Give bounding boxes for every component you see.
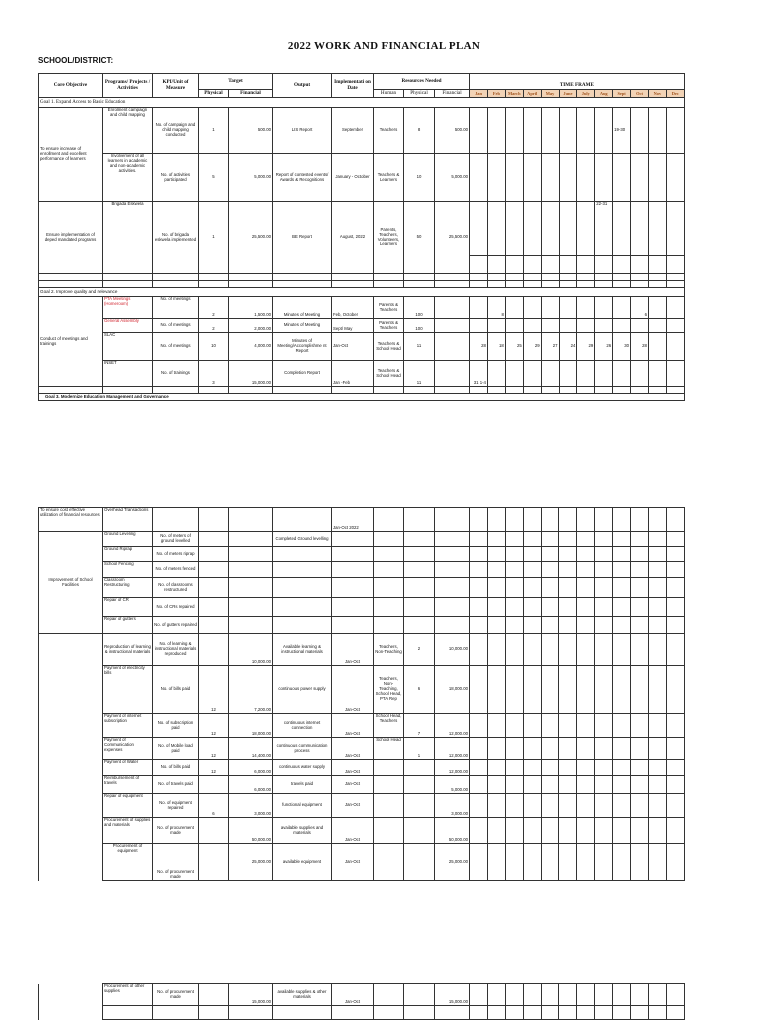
table-row — [39, 776, 685, 794]
human-cell: Teachers & School Head — [374, 361, 404, 387]
program-cell: SLAC — [103, 333, 153, 361]
kpi-cell: No. of Mobile load paid — [153, 738, 199, 760]
resource-physical-cell: 8 — [404, 108, 435, 154]
timeframe-may-cell: 27 — [541, 333, 559, 361]
human-cell: Parents & Teachers — [374, 297, 404, 319]
program-cell: INSET — [103, 361, 153, 387]
kpi-cell: No. of trainings — [153, 361, 199, 387]
output-cell: available supplies and materials — [273, 818, 332, 844]
table-row — [39, 333, 685, 361]
physical-cell: 1 — [199, 108, 229, 154]
page-title: 2022 WORK AND FINANCIAL PLAN — [287, 40, 481, 52]
timeframe-aug-cell: 22-31 — [595, 202, 613, 256]
output-cell: LIS Report — [273, 108, 332, 154]
program-cell: Procurement of other supplies — [103, 984, 153, 1006]
human-cell: Teachers & Learners — [374, 154, 404, 202]
physical-cell: 10 — [199, 333, 229, 361]
kpi-cell: No. of meetings — [153, 319, 199, 333]
resource-financial-cell: 12,000.00 — [435, 714, 470, 738]
kpi-cell: No. of meters riprap — [153, 547, 199, 562]
human-cell: School Head, Teachers — [374, 714, 404, 738]
objective-cell: Conduct of meetings and trainings — [39, 297, 103, 387]
program-cell: General Assembly — [103, 319, 153, 333]
goal-1-heading: Goal 1. Expand Access to Basic Education — [39, 98, 685, 108]
date-cell: Jan-Oct — [332, 818, 374, 844]
header-kpi: KPI/Unit of Measure — [153, 74, 199, 98]
financial-cell: 10,000.00 — [229, 634, 273, 666]
table-row — [39, 818, 685, 844]
date-cell: Jan -Feb — [332, 361, 374, 387]
header-implementation-date: Implementati on Date — [332, 74, 374, 98]
resource-financial-cell: 15,000.00 — [435, 984, 470, 1006]
timeframe-jul-cell: 29 — [577, 333, 595, 361]
financial-cell: 15,000.00 — [229, 361, 273, 387]
timeframe-oct-cell: 28 — [631, 333, 649, 361]
work-plan-table-2 — [38, 507, 685, 881]
date-cell: Sept/ May — [332, 319, 374, 333]
table-row — [39, 319, 685, 333]
month-nov: Nov — [648, 90, 666, 98]
timeframe-feb-cell: 8 — [487, 297, 505, 319]
work-plan-table-3 — [38, 983, 685, 1020]
output-cell: BE Report — [273, 202, 332, 274]
program-cell: Procurement of equipment — [103, 844, 153, 881]
kpi-cell: No. of procurement made — [153, 844, 199, 881]
header-time-frame: TIME FRAME — [470, 74, 685, 90]
date-cell: Jan-Oct — [332, 714, 374, 738]
table-row — [39, 738, 685, 760]
kpi-cell: No. of campaign and child mapping conducted — [153, 108, 199, 154]
table-row — [39, 666, 685, 714]
date-cell: Jan-Oct — [332, 760, 374, 776]
financial-cell: 25,000.00 — [229, 844, 273, 881]
kpi-cell: No. of procurement made — [153, 984, 199, 1006]
table-row — [39, 154, 685, 202]
physical-cell: 6 — [199, 794, 229, 818]
date-cell: January - October — [332, 154, 374, 202]
table-row — [39, 634, 685, 666]
output-cell: continuous power supply — [273, 666, 332, 714]
financial-cell: 1,500.00 — [229, 297, 273, 319]
objective-cell: Ensure implementation of deped mandated programs — [39, 202, 103, 274]
program-cell: Payment of internet subscription — [103, 714, 153, 738]
timeframe-jan-cell: 31 1-4 — [470, 361, 488, 387]
timeframe-feb-cell: 18 — [487, 333, 505, 361]
financial-cell: 4,000.00 — [229, 333, 273, 361]
physical-cell: 3 — [199, 361, 229, 387]
month-oct: Oct — [631, 90, 649, 98]
table-row — [39, 598, 685, 617]
header-output: Output — [273, 74, 332, 98]
month-may: May — [541, 90, 559, 98]
resource-physical-cell: 50 — [404, 202, 435, 274]
kpi-cell: No. of travels paid — [153, 776, 199, 794]
resource-financial-cell: 12,000.00 — [435, 738, 470, 760]
month-sep: Sept — [613, 90, 631, 98]
resource-physical-cell: 1 — [404, 738, 435, 760]
date-cell: September — [332, 108, 374, 154]
program-cell: School Fencing — [103, 562, 153, 578]
financial-cell: 18,000.00 — [229, 714, 273, 738]
kpi-cell: No. of meters fenced — [153, 562, 199, 578]
output-cell: Minutes of Meeting — [273, 297, 332, 319]
resource-financial-cell: 10,000.00 — [435, 634, 470, 666]
timeframe-oct-cell: 6 — [631, 297, 649, 319]
kpi-cell: No. of meters of ground levelled — [153, 532, 199, 547]
header-target-physical: Physical — [199, 90, 229, 98]
table-row — [39, 562, 685, 578]
physical-cell: 5 — [199, 154, 229, 202]
program-cell: Ground Riprap — [103, 547, 153, 562]
human-cell: Parents & Teachers — [374, 319, 404, 333]
date-cell: Jan-Oct — [332, 634, 374, 666]
program-cell: Enrolment campaign and child mapping — [103, 108, 153, 154]
table-row — [39, 714, 685, 738]
resource-financial-cell: 25,000.00 — [435, 844, 470, 881]
kpi-cell: No. of learning & instructional materials reproduced — [153, 634, 199, 666]
program-cell: PTA Meetings (Homeroom) — [103, 297, 153, 319]
header-resource-financial: Financial — [435, 90, 470, 98]
resource-financial-cell: 12,000.00 — [435, 760, 470, 776]
financial-cell: 14,400.00 — [229, 738, 273, 760]
header-target-financial: Financial — [229, 90, 273, 98]
output-cell: Completed Ground levelling — [273, 532, 332, 547]
table-row — [39, 202, 685, 256]
program-cell: Procurement of supplies and materials — [103, 818, 153, 844]
financial-cell: 25,500.00 — [229, 202, 273, 274]
table-row — [39, 297, 685, 319]
physical-cell: 2 — [199, 297, 229, 319]
timeframe-sep-cell: 30 — [613, 333, 631, 361]
kpi-cell: No. of bills paid — [153, 760, 199, 776]
program-cell: Ground Leveling — [103, 532, 153, 547]
timeframe-apr-cell: 29 — [523, 333, 541, 361]
output-cell: Completion Report — [273, 361, 332, 387]
timeframe-jun-cell: 24 — [559, 333, 577, 361]
financial-cell: 6,000.00 — [229, 760, 273, 776]
resource-physical-cell: 11 — [404, 333, 435, 361]
timeframe-jan-cell: 28 — [470, 333, 488, 361]
program-cell: Involvement of all learners in academic and non-academic activities. — [103, 154, 153, 202]
financial-cell: 500.00 — [229, 108, 273, 154]
month-feb: Feb — [487, 90, 505, 98]
table-row — [39, 108, 685, 154]
financial-cell: 6,000.00 — [229, 776, 273, 794]
table-row — [39, 617, 685, 634]
kpi-cell: No. of activities participated — [153, 154, 199, 202]
month-apr: April — [523, 90, 541, 98]
program-cell: Reproduction of learning & instructional materials — [103, 634, 153, 666]
header-resource-human: Human — [374, 90, 404, 98]
month-mar: March — [505, 90, 523, 98]
resource-physical-cell: 100 — [404, 319, 435, 333]
human-cell: Teachers — [374, 108, 404, 154]
resource-financial-cell: 50,000.00 — [435, 818, 470, 844]
date-cell: Jan-Oct 2022 — [332, 508, 374, 532]
goal-2-heading: Goal 2. Improve quality and relevance — [39, 288, 685, 297]
human-cell: Teachers, Non-Teaching, School Head, PTA Rep — [374, 666, 404, 714]
human-cell: Parents, Teachers, Volunteers, Learners — [374, 202, 404, 274]
header-resources-needed: Resources Needed — [374, 74, 470, 90]
school-district-label: SCHOOL/DISTRICT: — [38, 56, 114, 65]
table-row — [39, 984, 685, 1006]
human-cell: Teachers & School Head — [374, 333, 404, 361]
kpi-cell: No. of meetings — [153, 333, 199, 361]
objective-cell: To ensure cost effective utilization of financial resources — [39, 508, 103, 532]
program-cell: Repair of gutters — [103, 617, 153, 634]
physical-cell: 2 — [199, 319, 229, 333]
kpi-cell: No. of CRs repaired — [153, 598, 199, 617]
kpi-cell: No. of brigada eskwela implemented — [153, 202, 199, 274]
resource-physical-cell: 100 — [404, 297, 435, 319]
output-cell: Minutes of Meeting — [273, 319, 332, 333]
date-cell: Jan-Oct — [332, 333, 374, 361]
table-row — [39, 760, 685, 776]
objective-cell: Improvement of School Facilities — [39, 532, 103, 634]
date-cell: Jan-Oct — [332, 984, 374, 1006]
date-cell: Jan-Oct — [332, 794, 374, 818]
resource-financial-cell: 18,000.00 — [435, 666, 470, 714]
table-row — [39, 508, 685, 532]
kpi-cell: No. of subscription paid — [153, 714, 199, 738]
output-cell: continuous water supply — [273, 760, 332, 776]
kpi-cell: No. of equipment repaired — [153, 794, 199, 818]
financial-cell: 5,000.00 — [229, 154, 273, 202]
kpi-cell: No. of gutters repaired — [153, 617, 199, 634]
output-cell: travels paid — [273, 776, 332, 794]
header-programs: Programs/ Projects / Activities — [103, 74, 153, 98]
date-cell: Jan-Oct — [332, 844, 374, 881]
kpi-cell: No. of bills paid — [153, 666, 199, 714]
program-cell: Payment of Water — [103, 760, 153, 776]
program-cell: Payment of electricity bills — [103, 666, 153, 714]
timeframe-aug-cell: 26 — [595, 333, 613, 361]
program-cell: Repair of CR — [103, 598, 153, 617]
financial-cell: 2,000.00 — [229, 319, 273, 333]
output-cell: available equipment — [273, 844, 332, 881]
physical-cell: 12 — [199, 714, 229, 738]
month-jul: July — [577, 90, 595, 98]
output-cell: Minutes of Meeting/Accomplishme nt Report — [273, 333, 332, 361]
work-plan-table-1 — [38, 73, 685, 401]
financial-cell: 7,200.00 — [229, 666, 273, 714]
kpi-cell: No. of procurement made — [153, 818, 199, 844]
financial-cell: 15,000.00 — [229, 984, 273, 1006]
program-cell: Overhead Transactions — [103, 508, 153, 532]
month-jan: Jan — [470, 90, 488, 98]
financial-cell: 3,000.00 — [229, 794, 273, 818]
resource-financial-cell: 5,000.00 — [435, 154, 470, 202]
month-dec: Dec — [666, 90, 684, 98]
date-cell: Feb, October — [332, 297, 374, 319]
output-cell: functional equipment — [273, 794, 332, 818]
table-row — [39, 794, 685, 818]
human-cell: Teachers, Non-Teaching — [374, 634, 404, 666]
kpi-cell: No. of meetings — [153, 297, 199, 319]
resource-physical-cell: 7 — [404, 714, 435, 738]
output-cell: continuous internet connection — [273, 714, 332, 738]
resource-physical-cell: 10 — [404, 154, 435, 202]
human-cell: School Head — [374, 738, 404, 760]
program-cell: Payment of Communication expenses — [103, 738, 153, 760]
physical-cell: 12 — [199, 666, 229, 714]
output-cell: available supplies & other materials — [273, 984, 332, 1006]
physical-cell: 1 — [199, 202, 229, 274]
resource-physical-cell: 11 — [404, 361, 435, 387]
table-row — [39, 547, 685, 562]
resource-financial-cell: 25,500.00 — [435, 202, 470, 274]
header-resource-physical: Physical — [404, 90, 435, 98]
physical-cell: 12 — [199, 738, 229, 760]
table-row — [39, 532, 685, 547]
month-aug: Aug — [595, 90, 613, 98]
date-cell: Jan-Oct — [332, 666, 374, 714]
financial-cell: 50,000.00 — [229, 818, 273, 844]
table-row — [39, 844, 685, 881]
date-cell: August, 2022 — [332, 202, 374, 274]
objective-cell: To ensure increase of enrollment and excellent performance of learners — [39, 108, 103, 202]
output-cell: Available learning & instructional materials — [273, 634, 332, 666]
kpi-cell: No. of classrooms restructured — [153, 578, 199, 598]
program-cell: Reimbursement of travels — [103, 776, 153, 794]
date-cell: Jan-Oct — [332, 738, 374, 760]
resource-physical-cell: 2 — [404, 634, 435, 666]
timeframe-mar-cell: 25 — [505, 333, 523, 361]
resource-financial-cell: 5,000.00 — [435, 776, 470, 794]
output-cell: Report of contested events/ Awards & Recognitions — [273, 154, 332, 202]
resource-physical-cell: 6 — [404, 666, 435, 714]
physical-cell: 12 — [199, 760, 229, 776]
program-cell: Repair of equipment — [103, 794, 153, 818]
output-cell: continuous communication process — [273, 738, 332, 760]
date-cell: Jan-Oct — [332, 776, 374, 794]
table-row — [39, 578, 685, 598]
table-row — [39, 361, 685, 387]
header-target: Target — [199, 74, 273, 90]
resource-financial-cell: 3,000.00 — [435, 794, 470, 818]
header-core-objective: Core Objective — [39, 74, 103, 98]
goal-3-heading: Goal 3. Modernize Education Management and Governance — [39, 394, 685, 401]
resource-financial-cell: 500.00 — [435, 108, 470, 154]
timeframe-sept-cell: 19-30 — [613, 108, 631, 154]
program-cell: Classroom Restructuring — [103, 578, 153, 598]
program-cell: Brigada Eskwela — [103, 202, 153, 274]
month-jun: June — [559, 90, 577, 98]
